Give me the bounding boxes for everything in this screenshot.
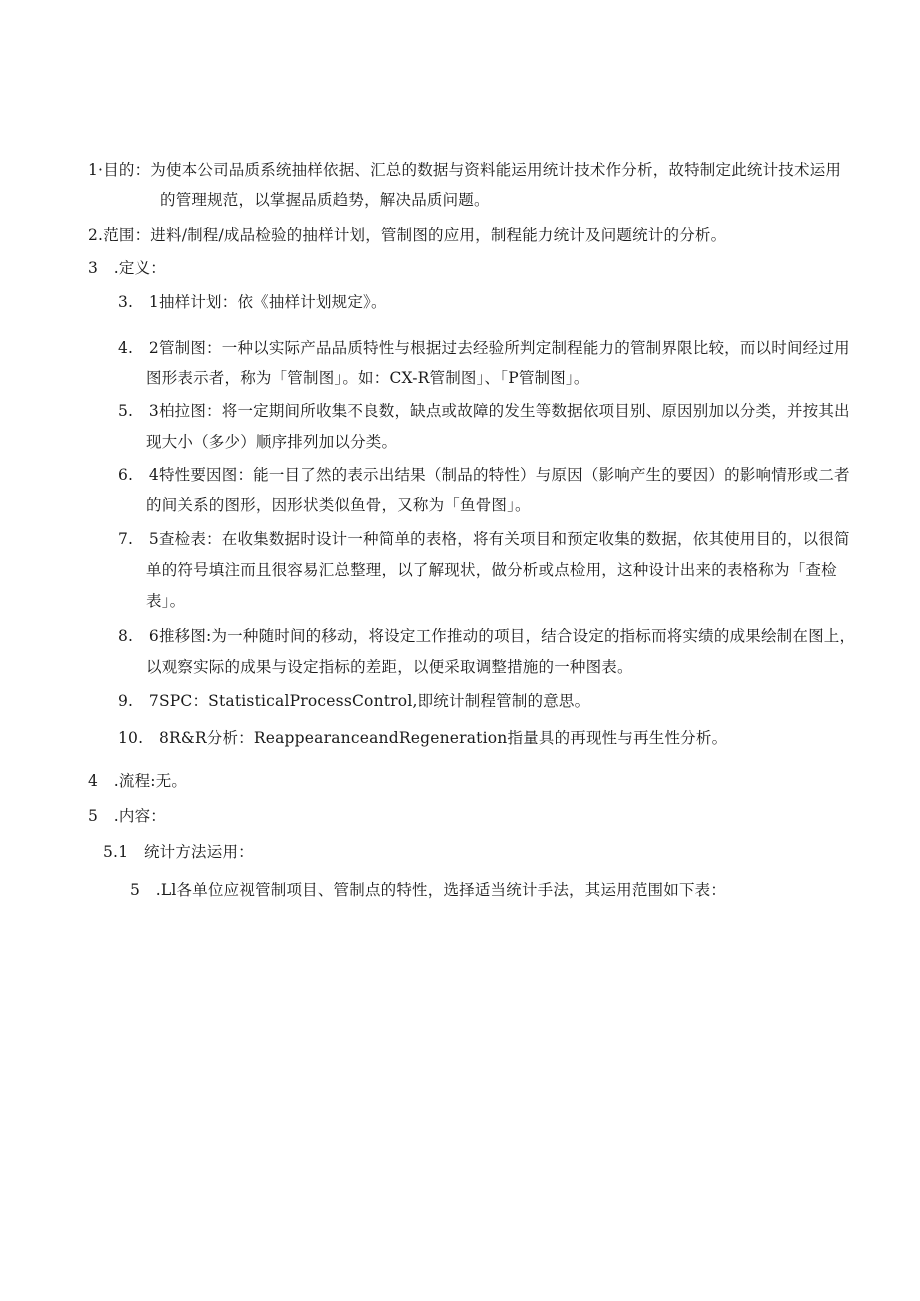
section-2-scope: 2.范围：进料/制程/成品检验的抽样计划，管制图的应用，制程能力统计及问题统计的分析。	[88, 226, 727, 244]
definition-control-chart: 4. 2管制图：一种以实际产品品质特性与根据过去经验所判定制程能力的管制界限比较，而以时间经过用	[118, 339, 850, 357]
definition-rr: 10. 8R&R分析：ReappearanceandRegeneration指量具的再现性与再生性分析。	[118, 729, 728, 747]
definition-pareto-cont: 现大小（多少）顺序排列加以分类。	[146, 433, 398, 451]
definition-trend-chart-cont: 以观察实际的成果与设定指标的差距，以便采取调整措施的一种图表。	[146, 658, 633, 676]
subsection-5-1: 5.1 统计方法运用：	[103, 843, 254, 861]
definition-trend-chart: 8. 6推移图:为一种随时间的移动，将设定工作推动的项目，结合设定的指标而将实绩的成果绘制在图上，	[118, 627, 856, 645]
definition-fishbone-cont: 的间关系的图形，因形状类似鱼骨，又称为「鱼骨图」。	[146, 496, 531, 514]
definition-checksheet: 7. 5查检表：在收集数据时设计一种简单的表格，将有关项目和预定收集的数据，依其使用目的，以很简	[118, 530, 850, 548]
subsection-5-1-1: 5 .Ll各单位应视管制项目、管制点的特性，选择适当统计手法，其运用范围如下表：	[130, 881, 727, 899]
section-1-purpose-cont: 的管理规范，以掌握品质趋势，解决品质问题。	[160, 191, 490, 209]
definition-checksheet-cont: 单的符号填注而且很容易汇总整理，以了解现状，做分析或点检用，这种设计出来的表格称为「查检	[146, 561, 837, 579]
section-4-process: 4 .流程:无。	[88, 772, 188, 790]
definition-sampling-plan: 3. 1抽样计划：依《抽样计划规定》。	[118, 293, 387, 311]
section-3-definitions: 3 .定义：	[88, 259, 166, 277]
definition-fishbone: 6. 4特性要因图：能一目了然的表示出结果（制品的特性）与原因（影响产生的要因）的影响情形或二者	[118, 466, 850, 484]
section-1-purpose: 1·目的：为使本公司品质系统抽样依据、汇总的数据与资料能运用统计技术作分析，故特制定此统计技术运用	[88, 161, 842, 179]
definition-checksheet-cont2: 表」。	[146, 592, 186, 610]
definition-pareto: 5. 3柏拉图：将一定期间所收集不良数，缺点或故障的发生等数据依项目别、原因别加以分类，并按其出	[118, 402, 850, 420]
definition-spc: 9. 7SPC：StatisticalProcessControl,即统计制程管制的意思。	[118, 692, 591, 710]
definition-control-chart-cont: 图形表示者，称为「管制图」。如：CX-R管制图」、「P管制图」。	[146, 369, 590, 387]
section-5-content: 5 .内容：	[88, 807, 166, 825]
